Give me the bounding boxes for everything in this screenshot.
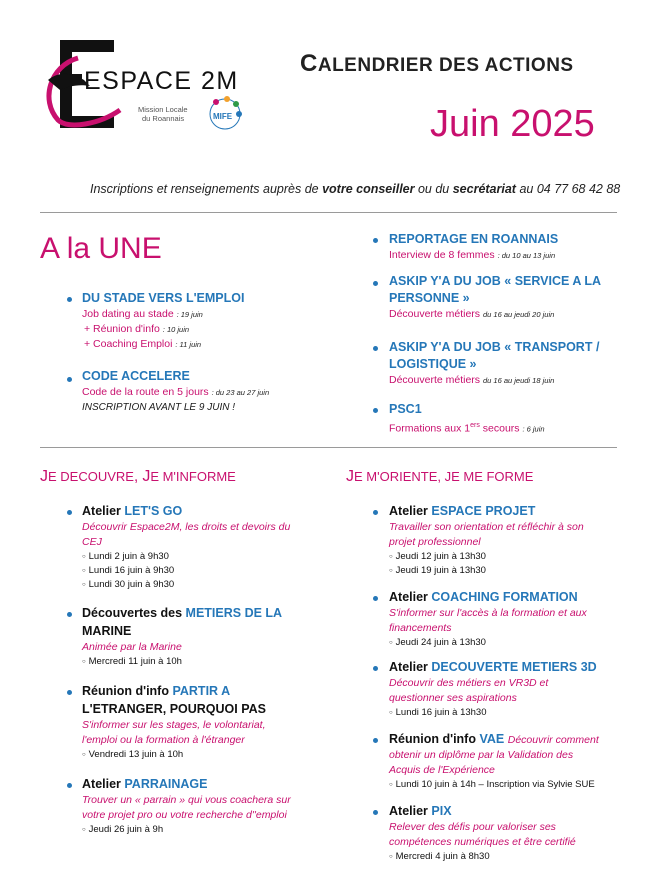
- event-item: Découvertes des METIERS DE LA MARINE Animée par la Marine ○ Mercredi 11 juin à 10h: [82, 604, 322, 669]
- espace2m-logo: [40, 40, 255, 135]
- month-title: Juin 2025: [430, 103, 595, 145]
- bullet-icon: [373, 238, 378, 243]
- section-heading-left: JE DECOUVRE, JE M'INFORME: [40, 468, 236, 485]
- une-title: A la UNE: [40, 232, 162, 265]
- divider: [40, 212, 617, 213]
- bullet-icon: [67, 783, 72, 788]
- bullet-icon: [373, 666, 378, 671]
- une-item: ASKIP Y'A DU JOB « TRANSPORT / LOGISTIQUE » Découverte métiers du 16 au jeudi 18 juin: [389, 340, 600, 386]
- event-item: Réunion d'info PARTIR A L'ETRANGER, POURQUOI PAS S'informer sur les stages, le volontariat, l'emploi ou la formation à l'étranger ○ Vendredi 13 juin à 10h: [82, 682, 322, 762]
- event-item: Réunion d'info VAE Découvrir comment obtenir un diplôme par la Validation des Acquis de l'Expérience ○ Lundi 10 juin à 14h – Inscription via Sylvie SUE: [389, 730, 639, 792]
- bullet-icon: [373, 281, 378, 286]
- bullet-icon: [373, 810, 378, 815]
- event-item: Atelier ESPACE PROJET Travailler son orientation et réfléchir à son projet professionnel ○ Jeudi 12 juin à 13h30 ○ Jeudi 19 juin à 13h30: [389, 502, 629, 578]
- bullet-icon: [67, 297, 72, 302]
- bullet-icon: [373, 408, 378, 413]
- svg-text:MIFE: MIFE: [213, 112, 233, 121]
- une-item: DU STADE VERS L'EMPLOI Job dating au stade : 19 juin + Réunion d'info : 10 juin + Coaching Emploi : 11 juin: [82, 291, 245, 350]
- contact-line: Inscriptions et renseignements auprès de votre conseiller ou du secrétariat au 04 77 68 42 88: [90, 182, 621, 196]
- bullet-icon: [67, 510, 72, 515]
- event-item: Atelier DECOUVERTE METIERS 3D Découvrir des métiers en VR3D et questionner ses aspirations ○ Lundi 16 juin à 13h30: [389, 658, 629, 720]
- une-item: REPORTAGE EN ROANNAIS Interview de 8 femmes : du 10 au 13 juin: [389, 232, 559, 261]
- bullet-icon: [67, 612, 72, 617]
- svg-text:Mission Locale: Mission Locale: [138, 105, 188, 114]
- bullet-icon: [373, 346, 378, 351]
- event-item: Atelier LET'S GO Découvrir Espace2M, les droits et devoirs du CEJ ○ Lundi 2 juin à 9h30 ○ Lundi 16 juin à 9h30 ○ Lundi 30 juin à 9h30: [82, 502, 322, 592]
- bullet-icon: [67, 377, 72, 382]
- svg-text:ESPACE 2M: ESPACE 2M: [84, 67, 239, 95]
- event-item: Atelier PIX Relever des défis pour valoriser ses compétences numériques et être certifié ○ Mercredi 4 juin à 8h30: [389, 802, 639, 864]
- une-item: PSC1 Formations aux 1ers secours : 6 juin: [389, 402, 545, 435]
- bullet-icon: [373, 510, 378, 515]
- une-item: ASKIP Y'A DU JOB « SERVICE A LA PERSONNE » Découverte métiers du 16 au jeudi 20 juin: [389, 274, 602, 320]
- event-item: Atelier PARRAINAGE Trouver un « parrain » qui vous coachera sur votre projet pro ou votre recherche d''emploi ○ Jeudi 26 juin à 9h: [82, 775, 332, 837]
- page-title: CALENDRIER DES ACTIONS: [300, 50, 574, 77]
- une-item: CODE ACCELERE Code de la route en 5 jours : du 23 au 27 juin INSCRIPTION AVANT LE 9 JUIN !: [82, 369, 270, 413]
- bullet-icon: [373, 596, 378, 601]
- bullet-icon: [67, 690, 72, 695]
- event-item: Atelier COACHING FORMATION S'informer sur l'accès à la formation et aux financements ○ Jeudi 24 juin à 13h30: [389, 588, 629, 650]
- section-heading-right: JE M'ORIENTE, JE ME FORME: [346, 468, 534, 485]
- bullet-icon: [373, 738, 378, 743]
- divider: [40, 447, 617, 448]
- svg-text:du Roannais: du Roannais: [142, 114, 185, 123]
